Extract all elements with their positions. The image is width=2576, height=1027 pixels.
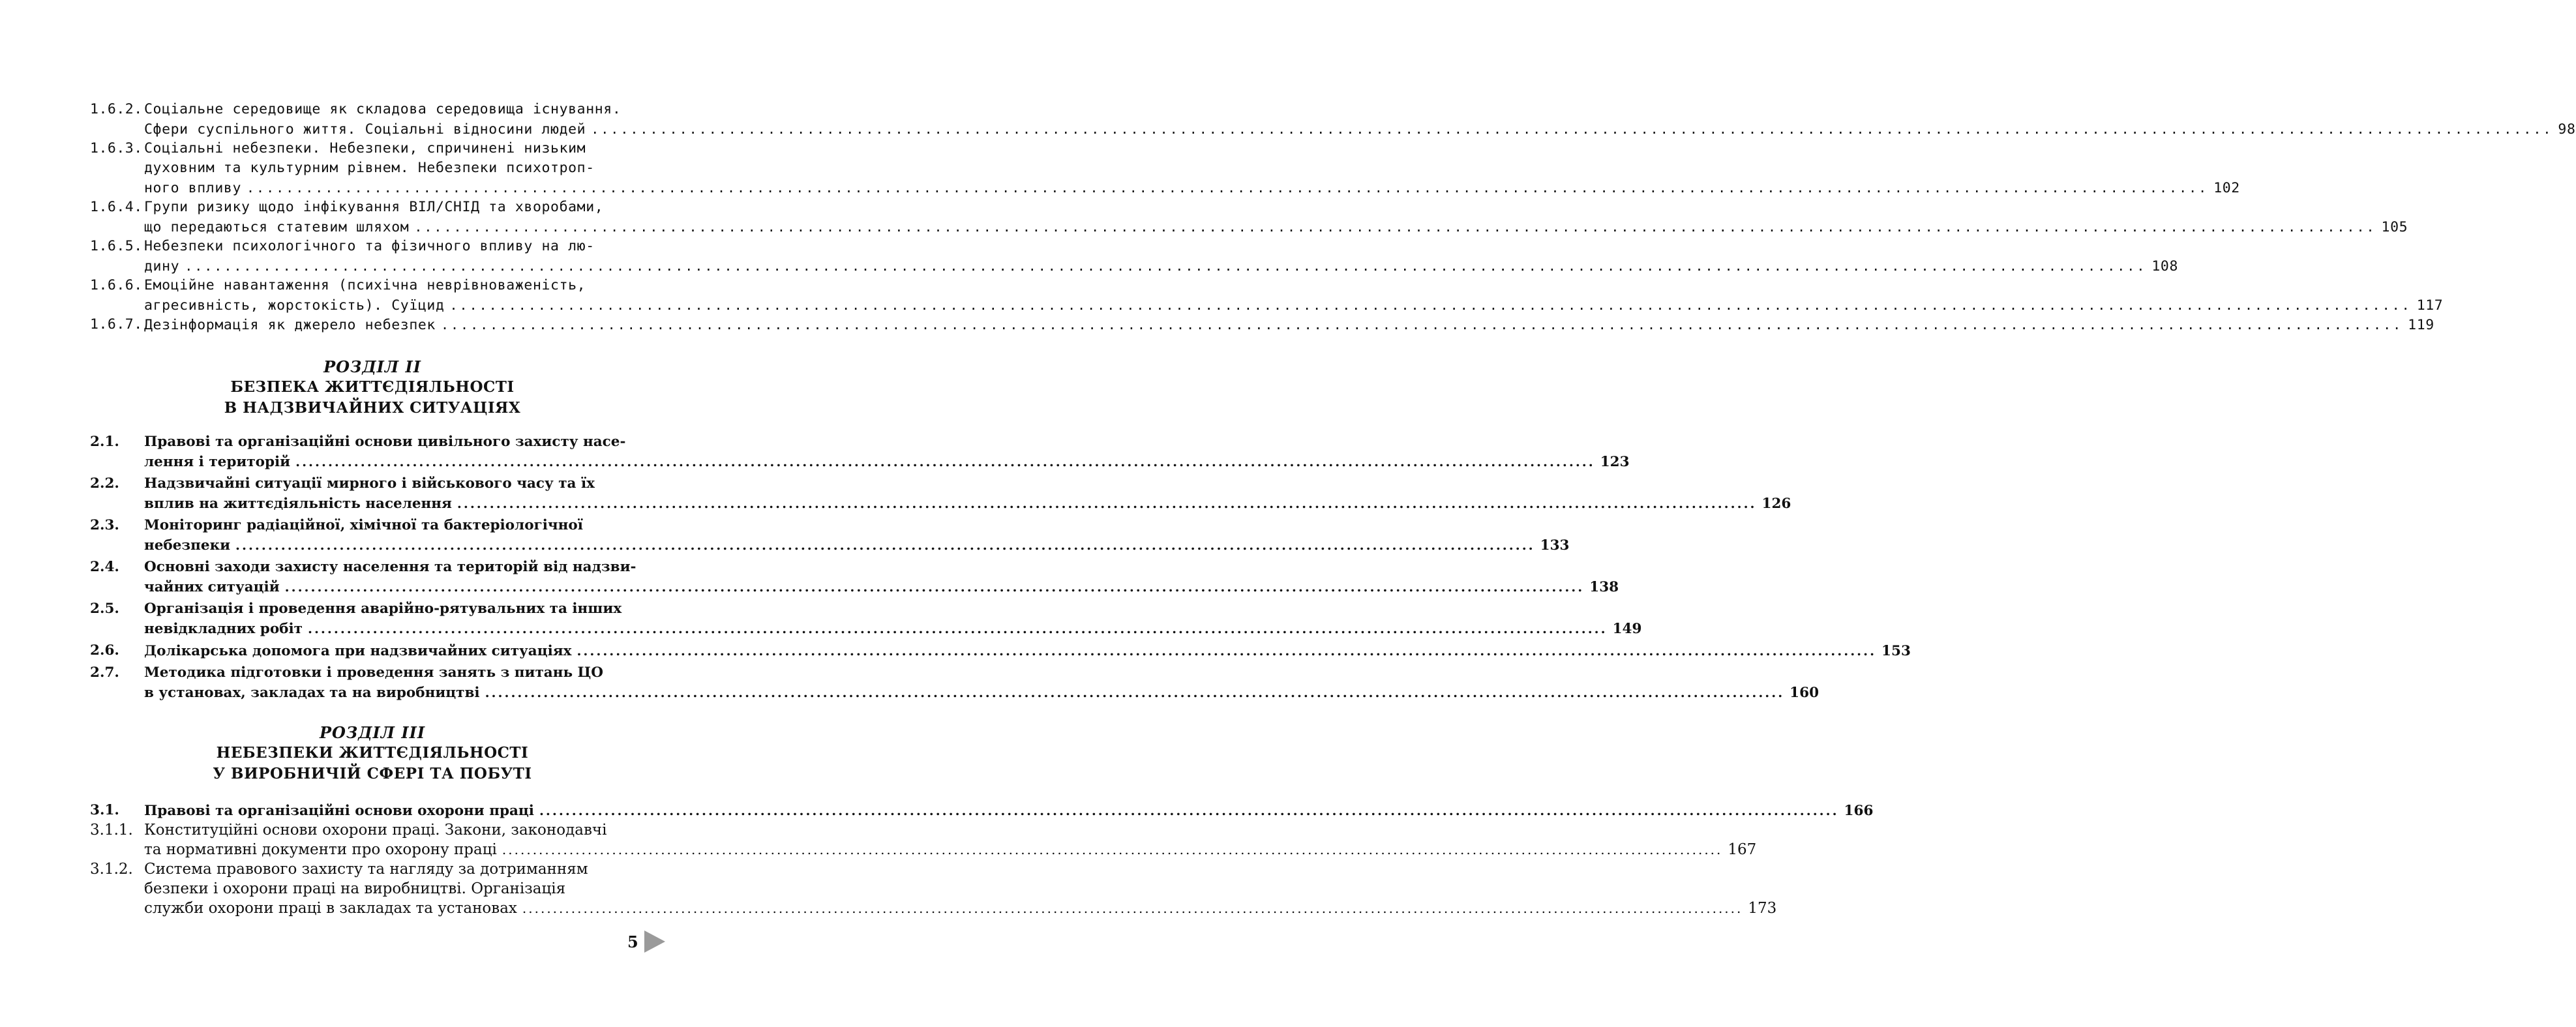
toc-entry-last-line xyxy=(144,256,2178,276)
toc-leader-dots: ........................................................................................................................................................................................................ xyxy=(522,900,1743,916)
toc-entry-title xyxy=(144,315,2434,335)
toc-entry-page: 149 xyxy=(1612,621,1642,637)
toc-entry-title xyxy=(144,859,1776,918)
toc-entry[interactable] xyxy=(90,139,2240,198)
toc-entry[interactable] xyxy=(90,432,1630,471)
toc-entry-page: 119 xyxy=(2408,317,2434,333)
toc-entry-last-line xyxy=(144,683,1819,702)
toc-entry-last-line xyxy=(144,899,1776,918)
toc-block-3 xyxy=(90,801,1874,918)
toc-leader-dots: ........................................................................................................................................................................................................ xyxy=(440,317,2403,333)
toc-entry-line: безпеки і охорони праці на виробництві. Організація xyxy=(144,880,566,897)
toc-entry[interactable] xyxy=(90,820,1757,859)
toc-entry-number: 2.6. xyxy=(90,642,119,659)
toc-entry-last-line xyxy=(144,315,2434,335)
toc-entry-title xyxy=(144,100,2576,139)
toc-leader-dots: ........................................................................................................................................................................................................ xyxy=(295,454,1595,469)
toc-entry-title xyxy=(144,820,1756,859)
toc-entry-title xyxy=(144,641,1911,661)
toc-entry-page: 167 xyxy=(1728,841,1757,858)
toc-entry-title xyxy=(144,801,1873,820)
toc-leader-dots: ........................................................................................................................................................................................................ xyxy=(414,219,2376,235)
section-3-title-line1: НЕБЕЗПЕКИ ЖИТТЄДІЯЛЬНОСТІ xyxy=(216,744,529,762)
toc-entry-line: Долікарська допомога при надзвичайних ситуаціях xyxy=(144,643,572,659)
toc-entry-number: 1.6.6. xyxy=(90,277,143,293)
toc-entry-line: Групи ризику щодо інфікування ВІЛ/СНІД та хворобами, xyxy=(144,199,604,215)
toc-entry-title xyxy=(144,432,1630,471)
toc-block-1 xyxy=(90,100,2576,335)
section-3-label: РОЗДІЛ ІІІ xyxy=(319,723,426,742)
toc-entry-last-line xyxy=(144,577,1619,597)
toc-entry[interactable] xyxy=(90,516,1570,555)
toc-entry-title xyxy=(144,198,2408,237)
toc-entry-page: 123 xyxy=(1600,454,1630,470)
toc-entry-number: 1.6.4. xyxy=(90,199,143,215)
toc-entry-line: Надзвичайні ситуації мирного і військового часу та їх xyxy=(144,475,595,492)
toc-leader-dots: ........................................................................................................................................................................................................ xyxy=(308,621,1608,636)
toc-entry-number: 2.4. xyxy=(90,559,119,575)
toc-entry-page: 126 xyxy=(1761,496,1791,512)
section-3-heading xyxy=(0,722,745,784)
toc-entry-last-line xyxy=(144,494,1791,513)
toc-entry-line: та нормативні документи про охорону праці xyxy=(144,841,497,858)
toc-entry-title xyxy=(144,558,1619,597)
toc-entry-line: Правові та організаційні основи охорони праці xyxy=(144,803,534,819)
toc-entry-page: 117 xyxy=(2416,297,2444,314)
toc-leader-dots: ........................................................................................................................................................................................................ xyxy=(539,803,1839,818)
toc-entry-line: духовним та культурним рівнем. Небезпеки психотроп- xyxy=(144,160,595,176)
toc-entry-line: Моніторинг радіаційної, хімічної та бактеріологічної xyxy=(144,517,583,533)
toc-entry-page: 108 xyxy=(2151,258,2179,275)
toc-leader-dots: ........................................................................................................................................................................................................ xyxy=(485,685,1785,700)
toc-entry[interactable] xyxy=(90,801,1874,820)
toc-leader-dots: ........................................................................................................................................................................................................ xyxy=(449,297,2412,313)
toc-entry-line: небезпеки xyxy=(144,537,231,554)
toc-leader-dots: ........................................................................................................................................................................................................ xyxy=(185,258,2147,274)
toc-entry-last-line xyxy=(144,535,1570,555)
toc-entry-page: 138 xyxy=(1589,579,1619,595)
toc-entry-number: 2.3. xyxy=(90,517,119,533)
toc-entry-number: 3.1.2. xyxy=(90,861,133,878)
toc-entry-number: 3.1.1. xyxy=(90,822,133,839)
toc-entry-last-line xyxy=(144,217,2408,237)
toc-entry-last-line xyxy=(144,178,2240,198)
toc-entry-line: невідкладних робіт xyxy=(144,621,303,637)
toc-entry-page: 98 xyxy=(2558,121,2576,138)
toc-entry[interactable] xyxy=(90,198,2408,237)
section-2-title-line1: БЕЗПЕКА ЖИТТЄДІЯЛЬНОСТІ xyxy=(230,378,515,396)
toc-entry-line: Основні заходи захисту населення та територій від надзви- xyxy=(144,559,637,575)
toc-entry-line: Небезпеки психологічного та фізичного впливу на лю- xyxy=(144,238,595,254)
toc-entry[interactable] xyxy=(90,663,1820,702)
toc-entry-line: ного впливу xyxy=(144,180,241,196)
toc-entry-line: Правові та організаційні основи цивільного захисту насе- xyxy=(144,434,626,450)
toc-entry[interactable] xyxy=(90,276,2444,315)
toc-entry[interactable] xyxy=(90,100,2576,139)
toc-entry-line: агресивність, жорстокість). Суїцид xyxy=(144,297,445,314)
toc-entry-number: 2.2. xyxy=(90,475,119,492)
toc-entry-page: 105 xyxy=(2381,219,2408,235)
toc-leader-dots: ........................................................................................................................................................................................................ xyxy=(235,537,1535,553)
toc-entry-title xyxy=(144,663,1819,702)
next-page-arrow-icon[interactable] xyxy=(644,930,665,953)
toc-entry[interactable] xyxy=(90,599,1642,638)
toc-leader-dots: ........................................................................................................................................................................................................ xyxy=(591,121,2553,137)
toc-entry[interactable] xyxy=(90,641,1911,661)
section-3-title-line2: У ВИРОБНИЧІЙ СФЕРІ ТА ПОБУТІ xyxy=(213,765,532,782)
toc-entry-title xyxy=(144,237,2178,276)
section-2-title-line2: В НАДЗВИЧАЙНИХ СИТУАЦІЯХ xyxy=(224,399,521,417)
toc-entry-last-line xyxy=(144,295,2443,315)
toc-entry-last-line xyxy=(144,452,1630,471)
toc-entry-last-line xyxy=(144,801,1873,820)
toc-entry[interactable] xyxy=(90,859,1777,918)
toc-entry-title xyxy=(144,599,1641,638)
toc-entry-title xyxy=(144,474,1791,513)
toc-entry-line: Сфери суспільного життя. Соціальні відносини людей xyxy=(144,121,586,138)
toc-entry-line: дину xyxy=(144,258,180,275)
toc-entry-number: 3.1. xyxy=(90,802,119,818)
toc-entry-number: 2.1. xyxy=(90,434,119,450)
section-2-heading xyxy=(0,357,745,419)
toc-entry-last-line xyxy=(144,119,2576,139)
toc-entry-number: 1.6.7. xyxy=(90,316,143,333)
toc-entry-page: 160 xyxy=(1790,685,1820,701)
toc-entry-line: Соціальне середовище як складова середовища існування. xyxy=(144,101,622,117)
toc-entry-page: 133 xyxy=(1540,537,1570,554)
toc-entry-line: Дезінформація як джерело небезпек xyxy=(144,317,436,333)
toc-block-2 xyxy=(90,432,1911,705)
toc-entry-line: лення і територій xyxy=(144,454,291,470)
toc-entry-number: 1.6.5. xyxy=(90,238,143,254)
toc-entry-page: 102 xyxy=(2213,180,2240,196)
toc-entry-number: 2.7. xyxy=(90,664,119,681)
toc-entry-number: 1.6.3. xyxy=(90,140,143,156)
toc-entry-line: чайних ситуацій xyxy=(144,579,280,595)
toc-entry-page: 166 xyxy=(1844,803,1874,819)
toc-entry-line: Емоційне навантаження (психічна неврівноваженість, xyxy=(144,277,586,293)
toc-leader-dots: ........................................................................................................................................................................................................ xyxy=(284,579,1585,595)
toc-entry-line: служби охорони праці в закладах та установах xyxy=(144,900,517,917)
toc-entry-last-line xyxy=(144,840,1756,859)
toc-entry-line: вплив на життєдіяльність населення xyxy=(144,496,452,512)
toc-entry-line: Система правового захисту та нагляду за дотриманням xyxy=(144,861,588,878)
toc-entry-title xyxy=(144,139,2240,198)
toc-entry-title xyxy=(144,516,1570,555)
toc-entry-line: що передаються статевим шляхом xyxy=(144,219,410,235)
toc-entry-number: 2.5. xyxy=(90,601,119,617)
toc-entry-last-line xyxy=(144,619,1641,638)
toc-entry-line: в установах, закладах та на виробництві xyxy=(144,685,480,701)
toc-entry-line: Організація і проведення аварійно-рятувальних та інших xyxy=(144,601,622,617)
section-2-label: РОЗДІЛ ІІ xyxy=(323,357,421,376)
toc-leader-dots: ........................................................................................................................................................................................................ xyxy=(247,180,2209,196)
toc-entry[interactable] xyxy=(90,315,2434,335)
toc-leader-dots: ........................................................................................................................................................................................................ xyxy=(577,643,1877,659)
toc-entry-page: 173 xyxy=(1748,900,1777,917)
toc-entry-title xyxy=(144,276,2443,315)
toc-leader-dots: ........................................................................................................................................................................................................ xyxy=(502,842,1723,857)
toc-entry[interactable] xyxy=(90,558,1619,597)
toc-leader-dots: ........................................................................................................................................................................................................ xyxy=(457,496,1757,511)
toc-entry-line: Методика підготовки і проведення занять з питань ЦО xyxy=(144,664,604,681)
toc-entry-line: Конституційні основи охорони праці. Закони, законодавчі xyxy=(144,822,607,839)
toc-entry[interactable] xyxy=(90,474,1791,513)
toc-entry-number: 1.6.2. xyxy=(90,101,143,117)
toc-entry-last-line xyxy=(144,641,1911,661)
toc-entry-line: Соціальні небезпеки. Небезпеки, спричинені низьким xyxy=(144,140,586,156)
toc-entry[interactable] xyxy=(90,237,2179,276)
toc-entry-page: 153 xyxy=(1881,643,1911,659)
page-number: 5 xyxy=(627,932,638,951)
